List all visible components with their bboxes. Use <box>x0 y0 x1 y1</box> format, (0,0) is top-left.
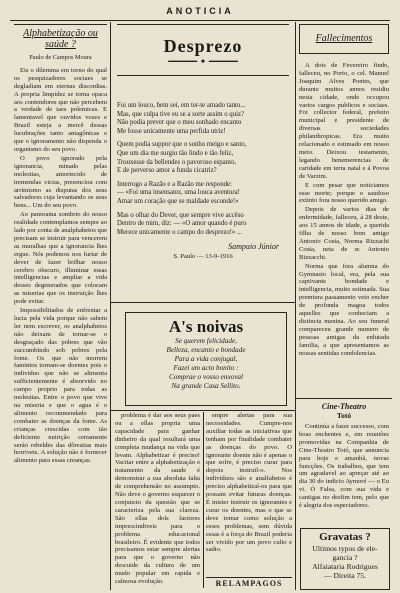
poem-line: — «Foi uma insensatez, uma louca aventura! <box>117 189 240 197</box>
article-title-line2: saúde ? <box>45 39 76 50</box>
article-paragraph: O povo ignorado pela ignorancia, minado pelas molestias, amortecido de tremendas vicias, presenciou com arrimismo as disputas dos seus salvadores cuja levantando os seus bens... Um do seu povo. <box>14 154 107 210</box>
article-paragraph: Eis o dilemma em torno do qual os pesquizadores sociaes se degladiam em eternas discordias. A propria limpidez se torna opaca aos contendores que não percebem a verdade de taes polemicas. E lamentavel que ouvidos vozes e Brazil esteja a mercê dessas lucubrações tanto antagônicas e que o ignoramento não dispenda o organismo do seu povo. <box>14 66 107 153</box>
article-paragraph: E com pesar que noticiamos esse morte; porque o saudoso extinto fora nosso querido amigo. <box>299 181 389 205</box>
article-paragraph: Depois de varios dias de enfermidade, falleceu, á 28 deste, aos 15 annos de idade, a querida filha de nosso bom amigo Antonio Costa, Norma Rizzachi Costa, neta de sr. Antonio Bizzacchi. <box>299 206 389 261</box>
right-section-rule <box>296 398 392 399</box>
noivas-ad-line: Fazei um acto bonito : <box>173 364 239 372</box>
fallecimentos-title: Fallecimentos <box>315 33 373 44</box>
poem-line: Merece unicamente o campo do desprezo!» ... <box>117 228 243 236</box>
theatre-section <box>299 402 389 524</box>
noivas-ad-title: A's noivas <box>168 317 244 336</box>
gravatas-ad-line2: gancia ? <box>332 553 358 562</box>
masthead <box>10 6 390 21</box>
gravatas-ad-line4: — Direita 75. <box>324 571 366 580</box>
right-column <box>299 24 389 394</box>
left-column <box>14 24 107 590</box>
poem-ornament: ━━━━━━ ✦ ━━━━━━ <box>168 57 238 66</box>
poem-stanza <box>117 102 289 136</box>
theatre-title: Cine-Theatro <box>321 402 367 411</box>
poem-stanza <box>117 181 289 207</box>
poem-line: Mas, que culpa tive eu se a sorte assim o quiz? <box>117 110 245 118</box>
poem-title: Desprezo <box>163 36 243 56</box>
article-paragraph: Continúa a fazer successo, com boas enchentes e, em reuniões promovidas na Companhia de Cine-Theatro Totó, que annuncia para hoje e amanhã, novas funcções. Os trabalhos, que tem um agradavel ao apreçar até ao dia 30 do indicio Aymoré — o Eu vi. Ó Falsa, com sua vida e cantigas no desfim tem, pelo que é alegria dos espectadores. <box>299 423 389 510</box>
newspaper-title: ANOTICIA <box>166 6 234 16</box>
article-paragraph: Impossibilitados de enfrentar a lucta pela vida porque não sabem ler nem escrever, os analphabetos não deixam de tornar-se o desgraçado das pobres que vão succumbindo sob pobres pela fome. Os que não morrem famintos tornam-se doentes pois o individuo que não se alimenta sufficientemente é absorvido no campo proprio para todas as molestias. Entre o povo que vive na miseria e que o agua é o alimento recommendado para combater as doenças da fome. As crianças crescidas com tão deficiente nutrição certamente serão rebeldes das dôrestias mais horriveis. A solução não é fornecer alimento para essas creanças. <box>14 307 107 465</box>
noivas-ad-line: Para a vida conjugal, <box>174 355 238 363</box>
poem-title-box <box>117 24 289 76</box>
gravatas-ad-headline: Gravatas ? <box>319 531 371 543</box>
poem-line: Não podia prever que o meu sonhado encanto <box>117 119 242 127</box>
poem-signature: Sampaio Júnior <box>228 242 279 252</box>
gravatas-ad <box>300 528 390 590</box>
poem-bottom-rule <box>111 302 295 303</box>
bottom-column-2 <box>115 412 200 588</box>
poem-line: Foi um louco, bem sei, em ter-te amado tanto... <box>117 102 246 109</box>
article-paragraph: problema é dar aos seus paes ou a ellas propria uma capacidade para ganhar dinheiro da qual resultará uma completa mudança na vida que levam. Alphabetizar é preciso! Vacitar entre a alphabetização e tratamento da saude é demonstrar a sua absoluta falta de comprehensão no assumpto. Não deve o governo esquecer o conjuncto da questão que se caracteriza pela sua clareza. São ellas doís factores imprescindiveis para o problema educacional brasileiro. É evidente que todos precisamos estar sempre alertas para que o governo não descuide da cultura de um mudo popular em rapida e calmosa evolução. <box>115 412 200 586</box>
poem-line: E de perverso amor a funda cicatriz? <box>117 167 217 175</box>
poem-line: Interrogo a Razão e a Razão me responde: <box>117 180 232 188</box>
poem-stanza <box>117 212 289 238</box>
poem-line: Trouxesse da bellendes o pavoroso espanto, <box>117 158 237 166</box>
bottom-column-3 <box>206 412 292 576</box>
poem-dateline: S. Paulo — 13-9-1916 <box>173 253 233 261</box>
gravatas-ad-line3: Alfaiataria Rodrigues <box>312 562 378 571</box>
noivas-ad-body <box>126 337 286 391</box>
article-paragraph: A dois de Fevereiro findo, falleceu, no Porto, o cel. Manuel Joaquim Alves Pontes, que durante muitos annos residiu nesta cidade, onde occupou varios cargos publicos e sociaes. Foi collector federal, prefeito municipal e presidente de diversas sociedades philanthropicas. Era muito relacionado e estimado em nosso meio. Deixou testamento, legando benemerencias de caridade em terra natal e á Povoa de Varzim. <box>299 62 389 180</box>
poem-column <box>117 24 289 294</box>
theatre-subtitle: Totó <box>336 411 352 420</box>
article-paragraph: Ao panorama sombrio do nosso realidade contemplamos sempre ao lado por conta de analphabetos que precisam se instruir para vencerem as muralhas que a ignorancia lhes ergue. Nós podemos nos furtar de dever de fazer brilhar nosso cerebro obscuro, illuminar essas intelligencias e ampliar a vida desses degenerados que colocam as miserias que os instruição lhes pode evitar. <box>14 211 107 306</box>
left-top-rule <box>14 24 107 25</box>
noivas-ad-line: Se querem felicidade, <box>175 337 237 345</box>
noivas-ad <box>125 312 287 406</box>
article-title-line1: Alphabetização ou <box>23 28 98 39</box>
noivas-ad-line: Belleza, encanto e bondade <box>166 346 246 354</box>
noivas-ad-line: Na grande Casa Sellito. <box>171 382 241 390</box>
column-rule-bottom <box>203 412 204 588</box>
poem-line: Dentro de mim, diz: — «O amor quando é puro <box>117 220 247 228</box>
poem-stanza <box>117 141 289 175</box>
poem-line: Amar um coração que se maldade esconde!» <box>117 197 239 205</box>
article-author: Paulo de Campos Moura <box>29 54 92 61</box>
poem-line: Mas o olhar do Dever, que sempre vive accêso <box>117 211 244 219</box>
article-paragraph: empre alertas para sua necessidades. Cumpre-nos auxiliar todas as iniciativas que tenham por finalidade combater as doenças do povo. O ignorante doente não é apenas o que sofre, é preciso curar para depois instruil-o. Nos individuos são e analfabetos é preciso alphabetizal-os para que possam evitar futuras doenças. É mister instruir os ignorantes e curar os doentes, mas o que se deve tomar como solução a esses problemas, sem dúvida essas é a força do Brazil poderia ser vivido por um povo culto e sadio. <box>206 412 292 554</box>
poem-line: Quem podia suppor que o sonho meigo e santo, <box>117 141 247 149</box>
gravatas-ad-line1: Ultimos typos de ele- <box>312 544 378 553</box>
article-paragraph: Norma que fora alumna do Gymnasio local, era, pela sua captivante bondade e intelligencia, muito estimada. Sua premtura passamento veio encher de profunda magoa todos aquelles que conheciam a distincta menina. Ao seu funeral compareceu grande numero de pessoas amigas da enlutada familia, a que apresentamos as nossas sentidas condolencias. <box>299 262 389 357</box>
column-rule-right <box>295 22 296 590</box>
poem-line: Me fosse unicamente uma perfida utriz! <box>117 127 226 135</box>
noivas-ad-line: Comprae o vosso enxoval <box>168 373 244 381</box>
fallecimentos-box <box>299 24 389 54</box>
column-rule-left <box>110 22 111 590</box>
poem-body <box>117 102 289 237</box>
ad-bottom-rule <box>111 410 295 411</box>
poem-line: Que um dia me surgiu tão lindo e tão feliz, <box>117 149 234 157</box>
relampagos-heading: RELAMPAGOS <box>206 577 292 588</box>
